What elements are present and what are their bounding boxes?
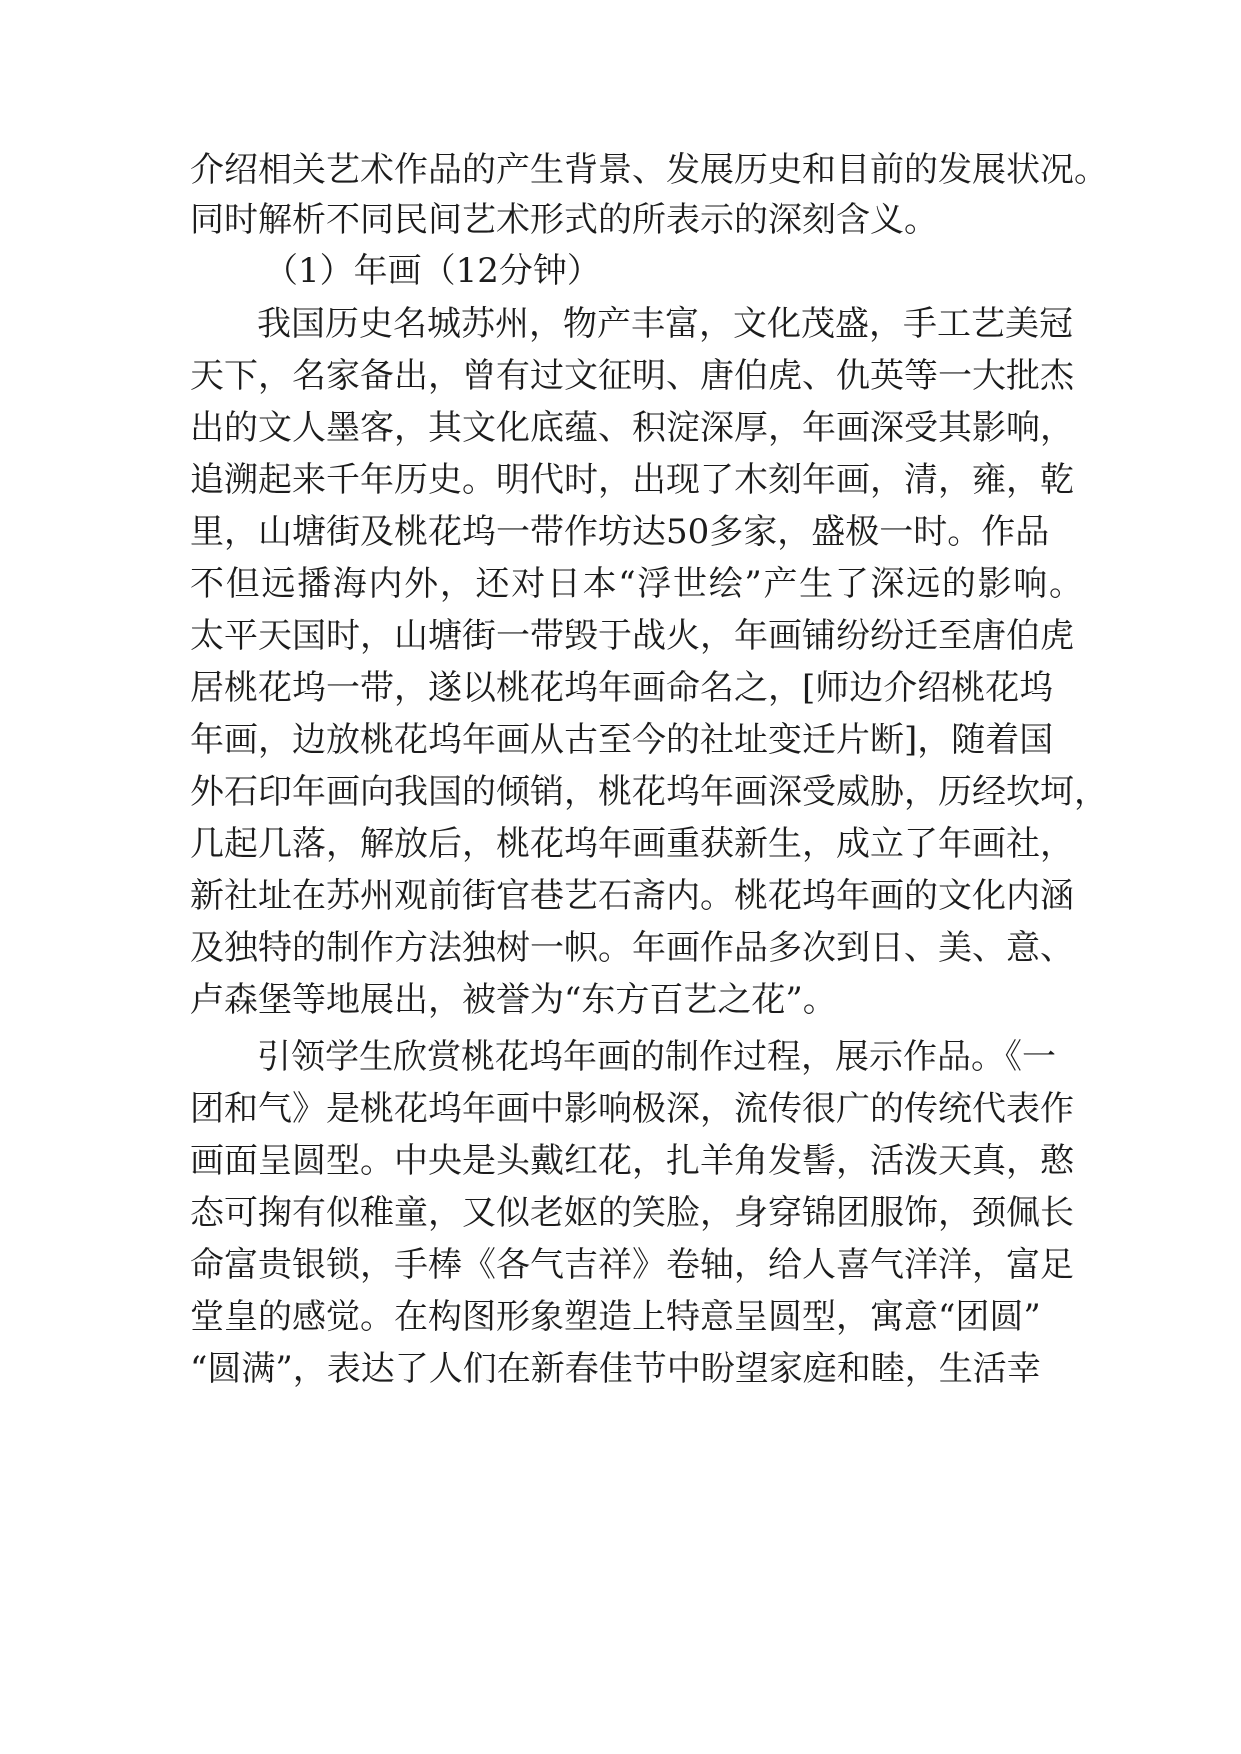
text-line: 外石印年画向我国的倾销，桃花坞年画深受威胁，历经坎坷，	[190, 772, 1108, 812]
text-line: 出的文人墨客，其文化底蕴、积淀深厚，年画深受其影响，	[190, 408, 1074, 448]
text-line: 我国历史名城苏州，物产丰富，文化茂盛，手工艺美冠	[257, 304, 1073, 344]
text-line: 不但远播海内外，还对日本“浮世绘”产生了深远的影响。	[190, 564, 1083, 604]
text-line: 卢森堡等地展出，被誉为“东方百艺之花”。	[190, 980, 837, 1020]
text-line: 介绍相关艺术作品的产生背景、发展历史和目前的发展状况。	[190, 150, 1108, 190]
text-line: 追溯起来千年历史。明代时，出现了木刻年画，清，雍，乾	[190, 460, 1074, 500]
text-line: 引领学生欣赏桃花坞年画的制作过程，展示作品。《一	[257, 1037, 1056, 1077]
text-line: 里，山塘街及桃花坞一带作坊达50多家，盛极一时。作品	[190, 512, 1050, 552]
text-line: 居桃花坞一带，遂以桃花坞年画命名之，[师边介绍桃花坞	[190, 668, 1054, 708]
section-heading: （1）年画（12分钟）	[264, 251, 601, 291]
text-line: 命富贵银锁，手棒《各气吉祥》卷轴，给人喜气洋洋，富足	[190, 1245, 1074, 1285]
text-line: 堂皇的感觉。在构图形象塑造上特意呈圆型，寓意“团圆”	[190, 1297, 1041, 1337]
text-line: 天下，名家备出，曾有过文征明、唐伯虎、仇英等一大批杰	[190, 356, 1074, 396]
text-line: 新社址在苏州观前街官巷艺石斋内。桃花坞年画的文化内涵	[190, 876, 1074, 916]
text-line: 太平天国时，山塘街一带毁于战火，年画铺纷纷迁至唐伯虎	[190, 616, 1074, 656]
text-line: 团和气》是桃花坞年画中影响极深，流传很广的传统代表作	[190, 1089, 1074, 1129]
text-line: 及独特的制作方法独树一帜。年画作品多次到日、美、意、	[190, 928, 1074, 968]
text-line: 态可掬有似稚童，又似老妪的笑脸，身穿锦团服饰，颈佩长	[190, 1193, 1074, 1233]
text-line: “圆满”，表达了人们在新春佳节中盼望家庭和睦，生活幸	[190, 1349, 1041, 1389]
text-line: 年画，边放桃花坞年画从古至今的社址变迁片断]，随着国	[190, 720, 1054, 760]
text-line: 画面呈圆型。中央是头戴红花，扎羊角发髻，活泼天真，憨	[190, 1141, 1074, 1181]
text-line: 同时解析不同民间艺术形式的所表示的深刻含义。	[190, 200, 938, 240]
text-line: 几起几落，解放后，桃花坞年画重获新生，成立了年画社，	[190, 824, 1074, 864]
